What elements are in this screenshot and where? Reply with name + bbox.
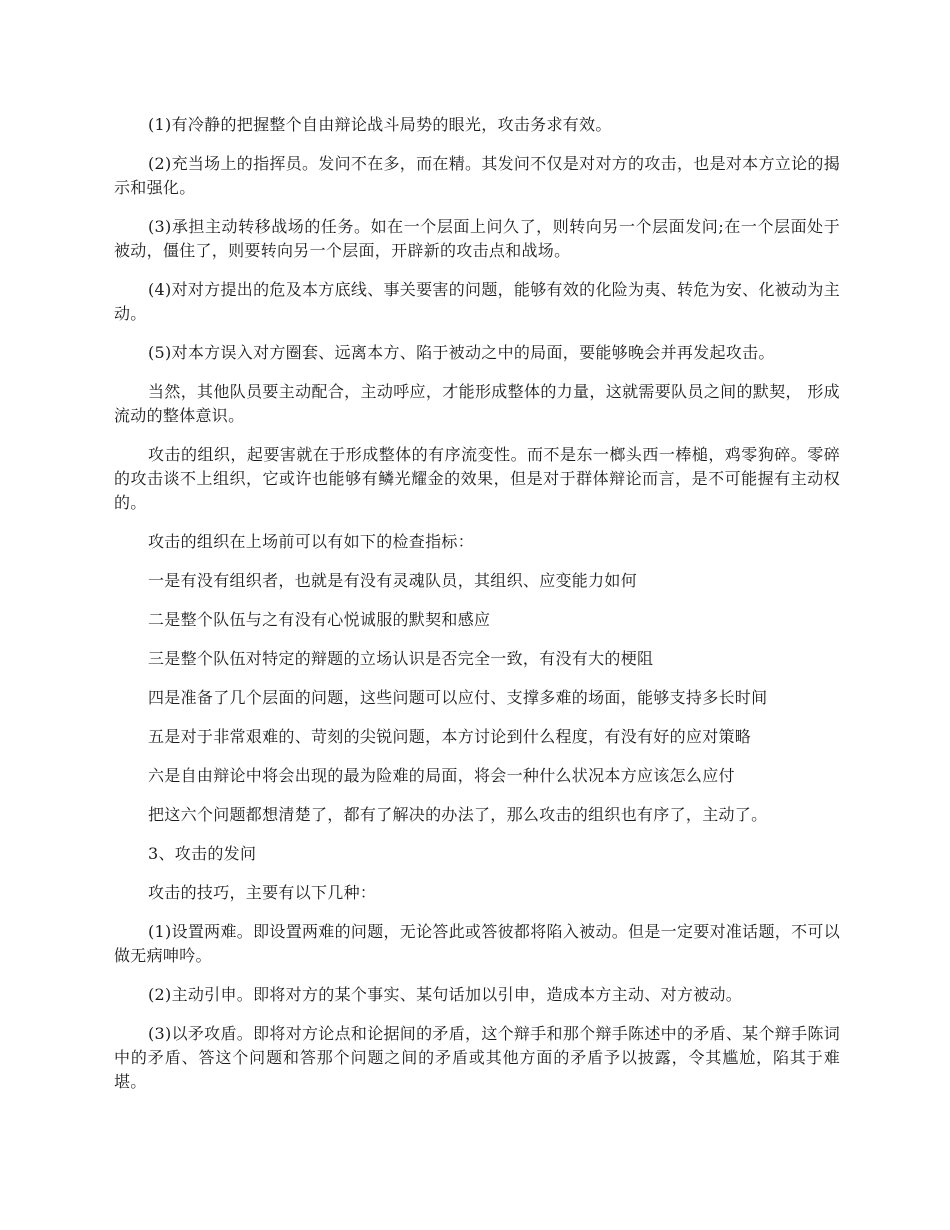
checklist-item: 六是自由辩论中将会出现的最为险难的局面，将会一种什么状况本方应该怎么应付 <box>148 766 735 785</box>
paragraph: (1)设置两难。即设置两难的问题，无论答此或答彼都将陷入被动。但是一定要对准话题，不可以做无病呻吟。 <box>114 922 840 965</box>
paragraph: (3)承担主动转移战场的任务。如在一个层面上问久了，则转向另一个层面发问;在一个层面处于被动，僵住了，则要转向另一个层面，开辟新的攻击点和战场。 <box>114 217 840 260</box>
document-page <box>114 113 840 1109</box>
checklist-item: 三是整个队伍对特定的辩题的立场认识是否完全一致，有没有大的梗阻 <box>148 649 654 668</box>
paragraph: 攻击的技巧，主要有以下几种： <box>148 883 377 902</box>
checklist-item: 一是有没有组织者，也就是有没有灵魂队员，其组织、应变能力如何 <box>148 571 638 590</box>
paragraph: 攻击的组织，起要害就在于形成整体的有序流变性。而不是东一榔头西一棒槌，鸡零狗碎。零碎的攻击谈不上组织，它或许也能够有鳞光耀金的效果，但是对于群体辩论而言，是不可能握有主动权的。 <box>114 445 840 512</box>
paragraph: (2)充当场上的指挥员。发问不在多，而在精。其发问不仅是对对方的攻击，也是对本方立论的揭示和强化。 <box>114 154 840 197</box>
section-heading: 3、攻击的发问 <box>148 844 257 863</box>
paragraph: 把这六个问题都想清楚了，都有了解决的办法了，那么攻击的组织也有序了，主动了。 <box>148 805 768 824</box>
paragraph: (4)对对方提出的危及本方底线、事关要害的问题，能够有效的化险为夷、转危为安、化被动为主动。 <box>114 280 840 323</box>
checklist-item: 二是整个队伍与之有没有心悦诚服的默契和感应 <box>148 610 491 629</box>
paragraph: (1)有冷静的把握整个自由辩论战斗局势的眼光，攻击务求有效。 <box>148 115 612 134</box>
paragraph: (5)对本方误入对方圈套、远离本方、陷于被动之中的局面，要能够晚会并再发起攻击。 <box>148 343 775 362</box>
paragraph: 攻击的组织在上场前可以有如下的检查指标： <box>148 532 475 551</box>
paragraph: (3)以矛攻盾。即将对方论点和论据间的矛盾，这个辩手和那个辩手陈述中的矛盾、某个辩手陈词中的矛盾、答这个问题和答那个问题之间的矛盾或其他方面的矛盾予以披露，令其尴尬，陷其于难堪。 <box>114 1024 840 1091</box>
paragraph: (2)主动引申。即将对方的某个事实、某句话加以引申，造成本方主动、对方被动。 <box>148 985 743 1004</box>
checklist-item: 五是对于非常艰难的、苛刻的尖锐问题，本方讨论到什么程度，有没有好的应对策略 <box>148 727 752 746</box>
checklist-item: 四是准备了几个层面的问题，这些问题可以应付、支撑多难的场面，能够支持多长时间 <box>148 688 768 707</box>
paragraph: 当然，其他队员要主动配合，主动呼应，才能形成整体的力量，这就需要队员之间的默契， 形成流动的整体意识。 <box>114 382 840 425</box>
